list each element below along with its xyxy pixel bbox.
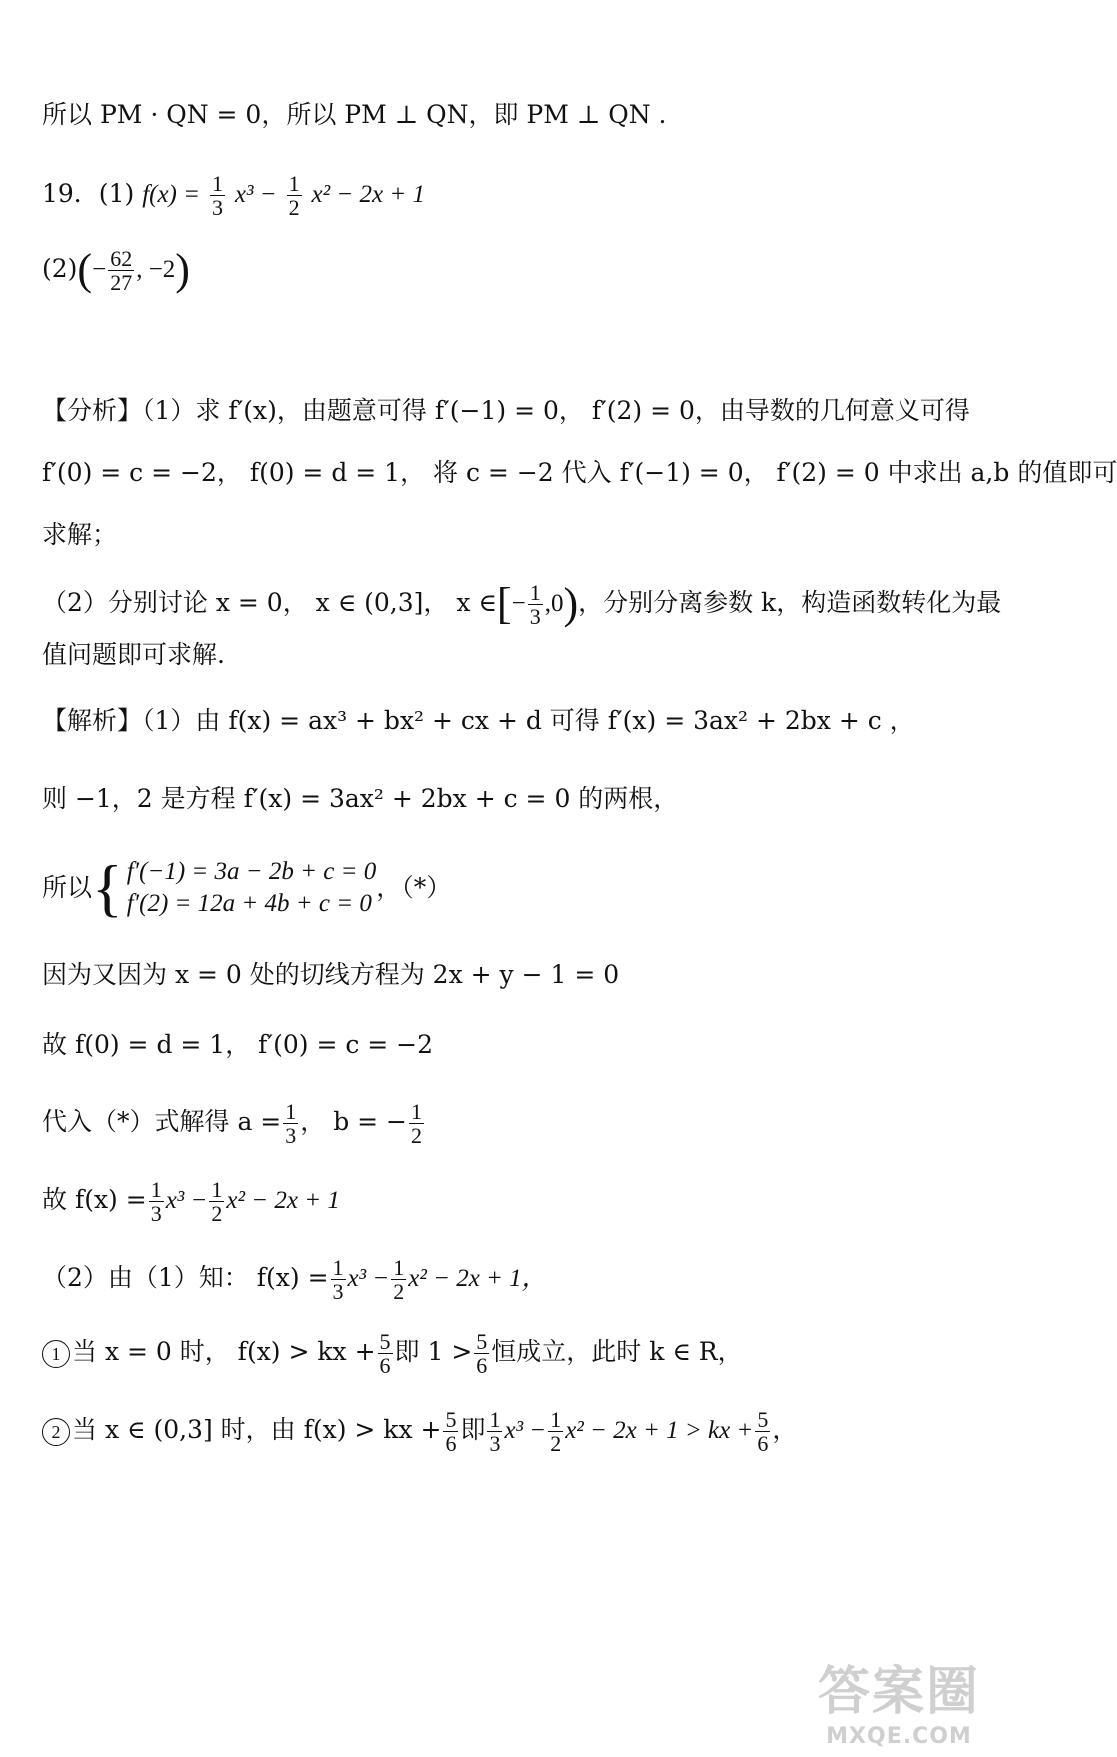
fraction-62-27: $\frac{62}{27}$ bbox=[110, 245, 133, 295]
solution-line-7: 故 f(x) = $\frac{1}{3}$ x³ − $\frac{1}{2}$ x² − 2x + 1 bbox=[42, 1177, 340, 1227]
solution-line-1: 【解析】（1）由 f(x) = ax³ + bx² + cx + d 可得 f′(x) = 3ax² + 2bx + c ， bbox=[42, 706, 915, 735]
equation-system: f′(−1) = 3a − 2b + c = 0 f′(2) = 12a + 4b + c = 0 bbox=[126, 857, 377, 918]
function-lhs: f(x) = bbox=[142, 181, 200, 209]
watermark-url: MXQE.COM bbox=[826, 1724, 972, 1749]
analysis-line-5: 值问题即可求解. bbox=[42, 640, 225, 669]
system-brace: { bbox=[92, 852, 123, 923]
analysis-label: 【分析】 bbox=[42, 396, 143, 425]
question-number: 19．(1) bbox=[42, 179, 135, 209]
term-rest: x² − 2x + 1 bbox=[311, 181, 425, 209]
solution-label: 【解析】 bbox=[42, 706, 143, 735]
circled-number-2: 2 bbox=[42, 1418, 70, 1446]
solution-line-2: 则 −1，2 是方程 f′(x) = 3ax² + 2bx + c = 0 的两根， bbox=[42, 784, 679, 813]
analysis-line-2: f′(0) = c = −2， f(0) = d = 1， 将 c = −2 代入 f′(−1) = 0， f′(2) = 0 中求出 a,b 的值即可 bbox=[42, 458, 1117, 487]
solution-line-6: 代入（*）式解得 a = $\frac{1}{3}$ ， b = − $\frac{1}{2}$ bbox=[42, 1099, 422, 1149]
solution-line-4: 因为又因为 x = 0 处的切线方程为 2x + y − 1 = 0 bbox=[42, 960, 620, 989]
fraction-one-third: $\frac{1}{3}$ bbox=[211, 171, 223, 221]
solution-line-8: （2）由（1）知： f(x) = $\frac{1}{3}$ x³ − $\frac{1}{2}$ x² − 2x + 1， bbox=[42, 1255, 547, 1305]
answer-19-part2: (2)(− $\frac{62}{27}$ , −2) bbox=[42, 245, 190, 295]
solution-line-10: 2 当 x ∈ (0,3] 时，由 f(x) > kx + $\frac{5}{6}$ 即 $\frac{1}{3}$ x³ − $\frac{1}{2}$ x² − 2x + 1 > kx + $\frac{5}{6}$ ， bbox=[42, 1408, 797, 1455]
watermark bbox=[818, 1649, 980, 1749]
term-cubic: x³ − bbox=[234, 181, 277, 209]
part-number: (2) bbox=[42, 253, 78, 283]
solution-line-9: 1 当 x = 0 时， f(x) > kx + $\frac{5}{6}$ 即 1 > $\frac{5}{6}$ 恒成立，此时 k ∈ R， bbox=[42, 1330, 743, 1377]
analysis-line-1: 【分析】（1）求 f′(x)，由题意可得 f′(−1) = 0， f′(2) = 0，由导数的几何意义可得 bbox=[42, 396, 970, 425]
interval-tail: , −2 bbox=[136, 255, 176, 283]
fraction-one-third: $\frac{1}{3}$ bbox=[529, 579, 541, 629]
fraction-one-half: $\frac{1}{2}$ bbox=[288, 171, 300, 221]
right-paren: ) bbox=[175, 245, 190, 294]
watermark-logo: 答案圈 bbox=[817, 1662, 980, 1722]
solution-line-5: 故 f(0) = d = 1， f′(0) = c = −2 bbox=[42, 1030, 434, 1059]
solution-line-3: 所以 { f′(−1) = 3a − 2b + c = 0 f′(2) = 12a + 4b + c = 0 ，（*） bbox=[42, 850, 451, 927]
answer-19-part1 bbox=[42, 172, 425, 219]
analysis-line-4: （2）分别讨论 x = 0， x ∈ (0,3]， x ∈[− $\frac{1}{3}$ ,0)，分别分离参数 k，构造函数转化为最 bbox=[42, 579, 1002, 629]
left-paren: ( bbox=[77, 245, 93, 294]
circled-number-1: 1 bbox=[42, 1340, 70, 1368]
analysis-line-3: 求解； bbox=[42, 520, 118, 549]
line-vector-perp: 所以 PM · QN = 0，所以 PM ⊥ QN，即 PM ⊥ QN . bbox=[42, 100, 667, 129]
